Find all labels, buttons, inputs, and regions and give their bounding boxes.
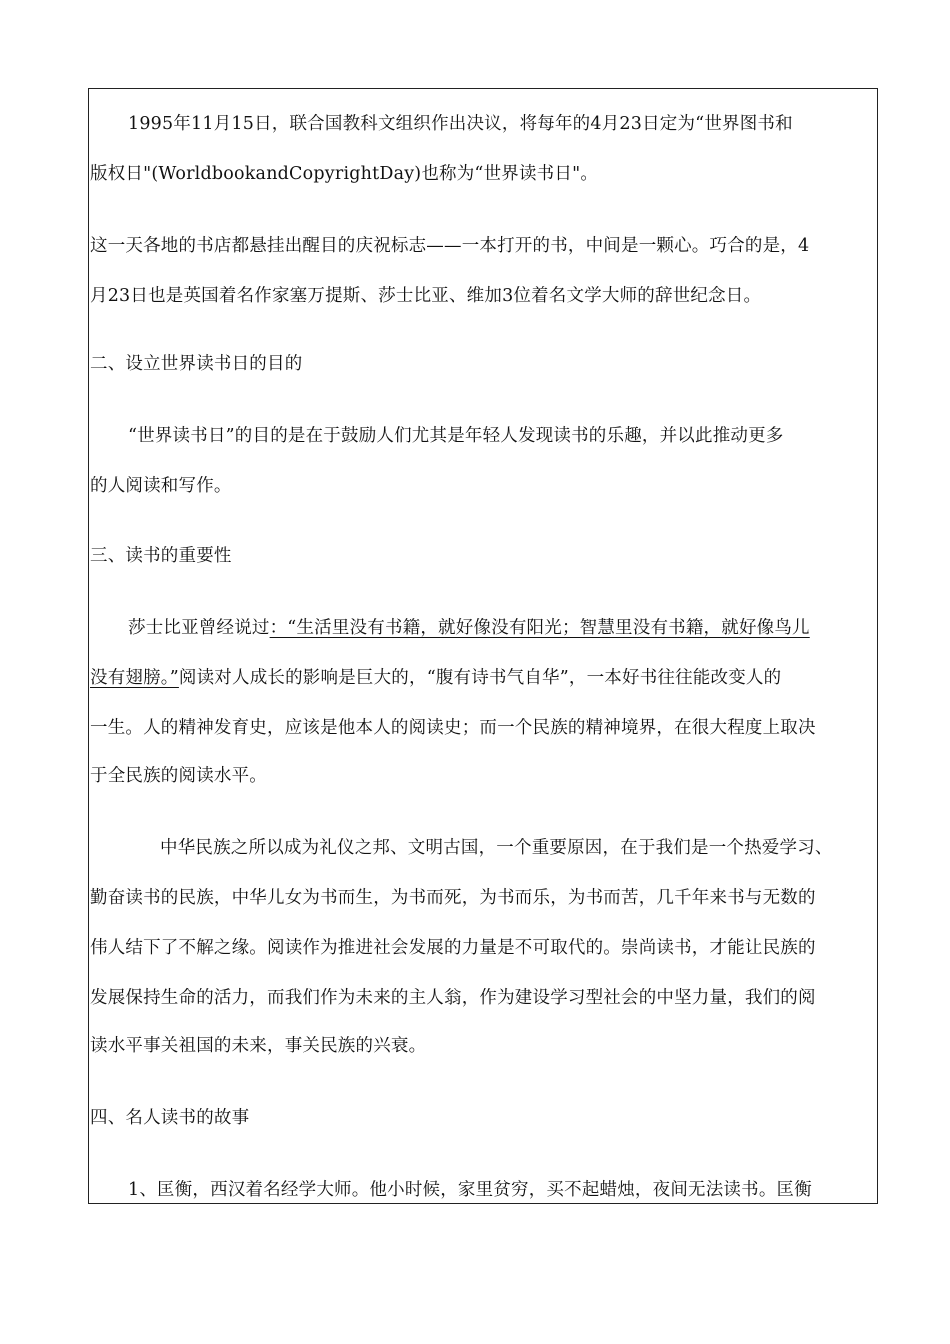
shakespeare-quote: 没有翅膀。” bbox=[90, 668, 179, 688]
paragraph-line: 一生。人的精神发育史，应该是他本人的阅读史；而一个民族的精神境界，在很大程度上取决 bbox=[90, 718, 816, 738]
section-heading: 二、设立世界读书日的目的 bbox=[90, 354, 303, 374]
paragraph-line bbox=[128, 616, 810, 640]
paragraph-line: “世界读书日”的目的是在于鼓励人们尤其是年轻人发现读书的乐趣，并以此推动更多 bbox=[128, 426, 784, 446]
margin-mark bbox=[88, 790, 89, 802]
paragraph-line: 勤奋读书的民族，中华儿女为书而生，为书而死，为书而乐，为书而苦，几千年来书与无数的 bbox=[90, 888, 816, 908]
paragraph-line: 的人阅读和写作。 bbox=[90, 476, 232, 496]
paragraph-text: 阅读对人成长的影响是巨大的，“腹有诗书气自华”，一本好书往往能改变人的 bbox=[178, 668, 782, 688]
margin-mark bbox=[88, 1070, 89, 1082]
margin-mark bbox=[88, 190, 89, 202]
margin-mark bbox=[88, 308, 89, 320]
paragraph-line: 发展保持生命的活力，而我们作为未来的主人翁，作为建设学习型社会的中坚力量，我们的阅 bbox=[90, 988, 816, 1008]
paragraph-line: 伟人结下了不解之缘。阅读作为推进社会发展的力量是不可取代的。崇尚读书，才能让民族的 bbox=[90, 938, 816, 958]
paragraph-line: 月23日也是英国着名作家塞万提斯、莎士比亚、维加3位着名文学大师的辞世纪念日。 bbox=[90, 286, 762, 306]
paragraph-line: 版权日"(WorldbookandCopyrightDay)也称为“世界读书日"。 bbox=[90, 164, 599, 184]
paragraph-line bbox=[90, 666, 781, 690]
margin-mark bbox=[88, 500, 89, 512]
section-heading: 四、名人读书的故事 bbox=[90, 1108, 250, 1128]
paragraph-line: 于全民族的阅读水平。 bbox=[90, 766, 267, 786]
quote-intro: 莎士比亚曾经说过 bbox=[128, 618, 270, 638]
shakespeare-quote: ：“生活里没有书籍，就好像没有阳光；智慧里没有书籍，就好像鸟儿 bbox=[269, 618, 810, 638]
paragraph-line: 1995年11月15日，联合国教科文组织作出决议，将每年的4月23日定为“世界图书和 bbox=[128, 114, 793, 134]
paragraph-line: 读水平事关祖国的未来，事关民族的兴衰。 bbox=[90, 1036, 427, 1056]
paragraph-line: 1、匡衡，西汉着名经学大师。他小时候，家里贫穷，买不起蜡烛，夜间无法读书。匡衡 bbox=[128, 1180, 812, 1200]
paragraph-line: 这一天各地的书店都悬挂出醒目的庆祝标志——一本打开的书，中间是一颗心。巧合的是，4 bbox=[90, 236, 810, 256]
section-heading: 三、读书的重要性 bbox=[90, 546, 232, 566]
paragraph-line: 中华民族之所以成为礼仪之邦、文明古国，一个重要原因，在于我们是一个热爱学习、 bbox=[160, 838, 833, 858]
